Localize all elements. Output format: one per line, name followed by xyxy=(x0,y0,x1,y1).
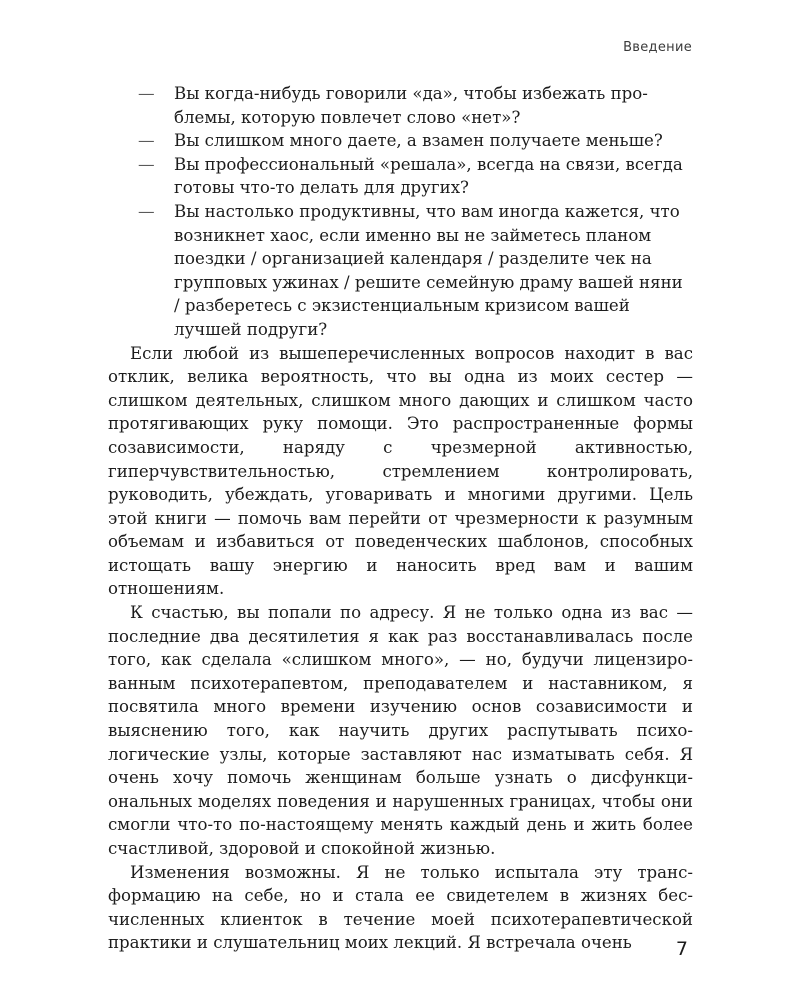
list-item xyxy=(108,82,693,129)
running-head: Введение xyxy=(623,40,692,55)
bullet-dash: — xyxy=(138,201,155,221)
list-item-text: Вы когда-нибудь говорили «да», чтобы избежать проблемы, которую повлечет слово «нет»? xyxy=(174,84,648,127)
list-item-text: Вы профессиональный «решала», всегда на связи, всегда готовы что-то делать для других? xyxy=(174,154,683,198)
bullet-dash: — xyxy=(138,84,155,103)
page-number: 7 xyxy=(675,938,688,960)
question-list xyxy=(108,82,693,342)
bullet-dash: — xyxy=(138,154,155,174)
list-item-text: Вы настолько продуктивны, что вам иногда кажется, что возникнет хаос, если именно вы не займетесь планом поездки / организацией календаря / разделите чек на групповых ужинах / решите семейную драму вашей няни / разберетесь с экзистенциальным кризисом вашей лучшей подруги? xyxy=(174,201,683,339)
paragraph: Если любой из вышеперечисленных вопросов находит в вас отклик, велика вероятность, что вы одна из моих сестер — слишком деятельных, слишком много дающих и слишком часто протягивающих руку помощи. Это распространенные формы созависимости, наряду с чрезмерной активностью, гиперчувствительностью, стремлением контролировать, руководить, убеждать, уговаривать и многими другими. Цель этой книги — помочь вам перейти от чрезмерности к разумным объемам и избавиться от поведенческих шаблонов, способных истощать вашу энергию и наносить вред вам и вашим отношениям. xyxy=(108,343,693,599)
list-item-text: Вы слишком много даете, а взамен получаете меньше? xyxy=(174,131,663,151)
paragraph: К счастью, вы попали по адресу. Я не только одна из вас — последние два десятилетия я как раз восстанавливалась после того, как сделала «слишком много», — но, будучи лицензированным психотерапевтом, преподавателем и наставником, я посвятила много времени изучению основ созависимости и выяснению того, как научить других распутывать психологические узлы, которые заставляют нас изматывать себя. Я очень хочу помочь женщинам больше узнать о дисфункциональных моделях поведения и нарушенных границах, чтобы они смогли что-то по-настоящему менять каждый день и жить более счастливой, здоровой и спокойной жизнью. xyxy=(108,603,693,858)
list-item xyxy=(108,129,693,153)
bullet-dash: — xyxy=(138,131,155,151)
list-item xyxy=(108,153,693,200)
paragraph: Изменения возможны. Я не только испытала эту трансформацию на себе, но и стала ее свидетелем в жизнях бесчисленных клиенток в течение моей психотерапевтической практики и слушательниц моих лекций. Я встречала очень xyxy=(108,862,693,953)
body-text xyxy=(108,82,693,955)
list-item xyxy=(108,200,693,342)
